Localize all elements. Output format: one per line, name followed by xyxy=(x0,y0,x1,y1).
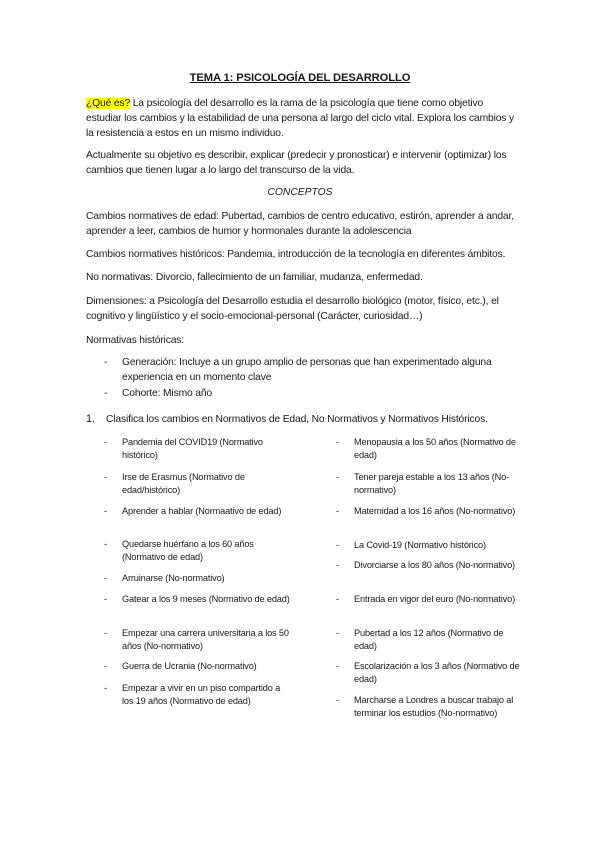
historical-item-text: Generación: Incluye a un grupo amplio de personas que han experimentado alguna experiencia en un momento clave xyxy=(122,357,492,383)
concepts-heading: CONCEPTOS xyxy=(267,187,333,198)
exercise-text: Clasifica los cambios en Normativos de Edad, No Normativos y Normativos Históricos. xyxy=(106,414,488,425)
exercise-question xyxy=(86,412,488,427)
concept-non-normative: No normativas: Divorcio, fallecimiento de un familiar, mudanza, enfermedad. xyxy=(86,272,423,283)
intro-question-highlight: ¿Qué es? xyxy=(86,98,131,109)
exercise-number: 1. xyxy=(86,413,95,425)
document-page: TEMA 1: PSICOLOGÍA DEL DESARROLLO ¿Qué es? La psicología del desarrollo es la rama de la psicología que tiene como objetivo estudiar los cambios y la estabilidad de una persona al largo del ciclo vital. Explora los cambios y la resistencia a estos en un mismo individuo. Actualmente su objetivo es describir, explicar (predecir y pronosticar) e intervenir (optimizar) los cambios que tienen lugar a lo largo del transcurso de la vida. CONCEPTOS Cambios normatives de edad: Pubertad, cambios de centro educativo, estirón, aprender a andar, aprender a leer, cambios de humor y hormonales durante la adolescencia Cambios normatives históricos: Pandemia, introducción de la tecnología en diferentes ámbitos. No normativas: Divorcio, fallecimiento de un familiar, mudanza, enfermedad. Dimensiones: a Psicología del Desarrollo estudia el desarrollo biológico (motor, físico, etc.), el cognitivo y lingüístico y el socio-emocional-personal (Carácter, curiosidad…) Normativas históricas: - Generación: Incluye a un grupo amplio de personas que han experimentado alguna experiencia en un momento clave - Cohorte: Mismo año 1. Clasifica los cambios en Normativos de Edad, No Normativos y Normativos Históricos. - Pandemia del COVID19 (Normativo histórico) - Irse de Erasmus (Normativo de edad/histórico) - Aprender a hablar (Normaativo de edad) - Quedarse huérfano a los 60 años (Normativo de edad) - Arruinarse (No-normativo) - Gatear a los 9 meses (Normativo de edad) - Empezar una carrera universitaria a los 50 años (No-normativo) - Guerra de Ucrania (No-normativo) - Empezar a vivir en un piso compartido a los 19 años (Normativo de edad) - Menopausia a los 50 años (Normativo de edad) - Tener pareja estable a los 13 años (No-normativo) - Maternidad a los 16 años (No-normativo) - La Covid-19 (Normativo histórico) - Divorciarse a los 80 años (No-normativo) - Entrada en vigor del euro (No-normativo) - Pubertad a los 12 años (Normativo de edad) - Escolarización a los 3 años (Normativo de edad) - Marcharse a Londres a buscar trabajo al terminar los estudios (No-normativo) xyxy=(0,0,600,848)
objective-paragraph: Actualmente su objetivo es describir, explicar (predecir y pronosticar) e intervenir (optimizar) los cambios que tienen lugar a lo largo del transcurso de la vida. xyxy=(86,150,507,176)
intro-text: La psicología del desarrollo es la rama de la psicología que tiene como objetivo estudiar los cambios y la estabilidad de una persona al largo del ciclo vital. Explora los cambios y la resistencia a estos en un mismo individuo. xyxy=(86,98,514,139)
dash-bullet: - xyxy=(104,388,108,399)
concept-dimensions: Dimensiones: a Psicología del Desarrollo estudia el desarrollo biológico (motor, físico, etc.), el cognitivo y lingüístico y el socio-emocional-personal (Carácter, curiosidad…) xyxy=(86,296,499,322)
intro-paragraph xyxy=(86,96,514,141)
page-title: TEMA 1: PSICOLOGÍA DEL DESARROLLO xyxy=(189,72,411,84)
dash-bullet: - xyxy=(104,357,108,368)
concept-age-normative: Cambios normatives de edad: Pubertad, cambios de centro educativo, estirón, aprender a andar, aprender a leer, cambios de humor y hormonales durante la adolescencia xyxy=(86,211,514,237)
historical-item-text: Cohorte: Mismo año xyxy=(122,388,213,399)
concept-historical-normative: Cambios normatives históricos: Pandemia, introducción de la tecnología en diferentes ámbitos. xyxy=(86,249,506,260)
historical-heading: Normativas históricas: xyxy=(86,335,184,346)
